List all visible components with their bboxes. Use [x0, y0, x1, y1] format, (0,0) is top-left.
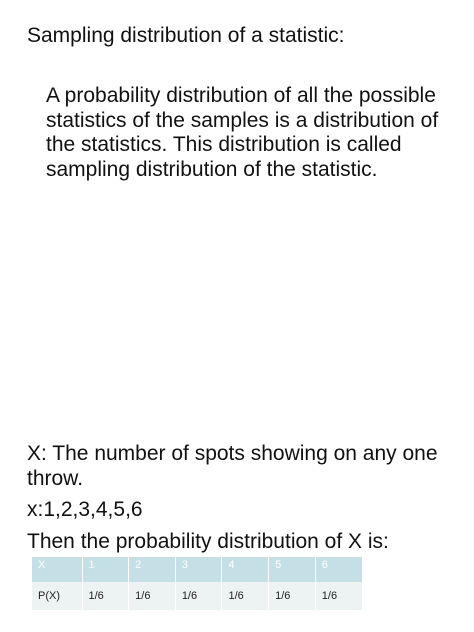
- definition-line: statistics of the samples is a distribution of: [46, 108, 439, 132]
- probability-table: [32, 557, 362, 610]
- values-line: x:1,2,3,4,5,6: [27, 498, 143, 521]
- definition-line: A probability distribution of all the possible: [46, 84, 436, 107]
- variable-line: X: The number of spots showing on any one: [27, 442, 438, 465]
- definition-paragraph: [46, 84, 466, 182]
- header-cell: X: [32, 557, 82, 582]
- distribution-intro: Then the probability distribution of X is:: [27, 530, 389, 553]
- header-cell: 1: [82, 557, 129, 582]
- header-cell: 4: [222, 557, 269, 582]
- table-cell: 1/6: [269, 582, 316, 610]
- variable-line: throw.: [27, 467, 84, 490]
- table-cell: 1/6: [129, 582, 176, 610]
- table-cell: 1/6: [82, 582, 129, 610]
- header-cell: 5: [269, 557, 316, 582]
- header-cell: 3: [175, 557, 222, 582]
- table-header-row: [32, 557, 362, 582]
- header-cell: 6: [321, 559, 328, 571]
- table-cell: 1/6: [175, 582, 222, 610]
- definition-line: sampling distribution of the statistic.: [46, 157, 378, 181]
- table-cell: 1/6: [222, 582, 269, 610]
- variable-description: [27, 441, 467, 491]
- page-heading: Sampling distribution of a statistic:: [27, 24, 345, 47]
- table-cell: P(X): [32, 582, 82, 610]
- definition-line: the statistics. This distribution is called: [46, 133, 402, 156]
- table-cell: 1/6: [321, 590, 338, 602]
- table-row: [32, 582, 362, 610]
- header-cell: 2: [129, 557, 176, 582]
